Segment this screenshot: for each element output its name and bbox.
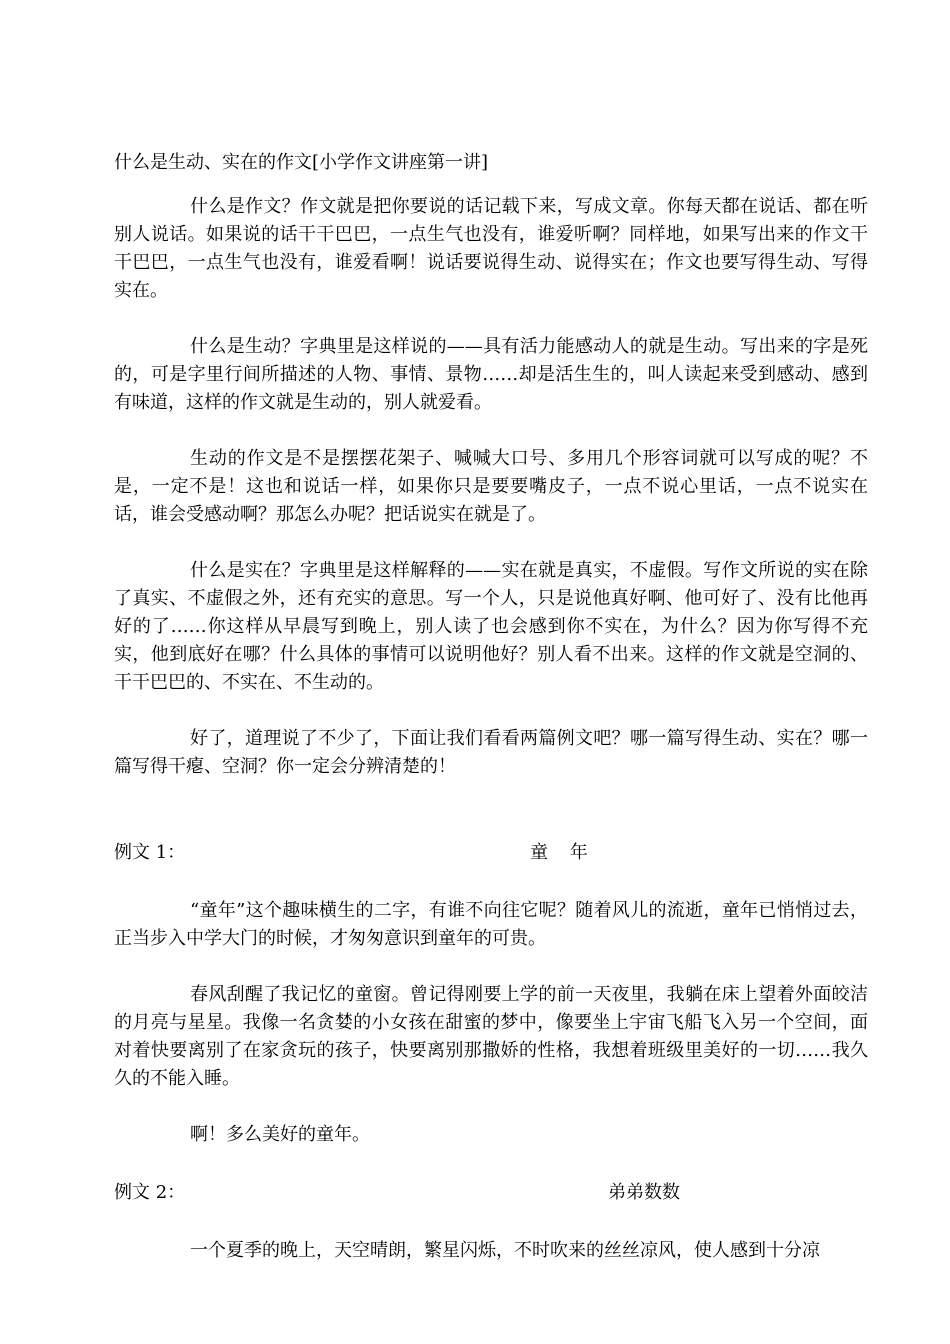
example-1-label: 例文 1：: [114, 842, 186, 863]
example-2-label: 例文 2：: [114, 1182, 186, 1203]
example-1-paragraph-2: 春风刮醒了我记忆的童窗。曾记得刚要上学的前一天夜里，我躺在床上望着外面皎洁的月亮与星星。我像一名贪婪的小女孩在甜蜜的梦中，像要坐上宇宙飞船飞入另一个空间，面对着快要离别了在家贪玩的孩子，快要离别那撒娇的性格，我想着班级里美好的一切……我久久的不能入睡。: [114, 984, 868, 1089]
example-1-paragraph-3: 啊！多么美好的童年。: [190, 1124, 370, 1145]
document-title: 什么是生动、实在的作文[小学作文讲座第一讲]: [114, 152, 489, 173]
intro-paragraph-2: 什么是生动？字典里是这样说的——具有活力能感动人的就是生动。写出来的字是死的，可是字里行间所描述的人物、事情、景物……却是活生生的，叫人读起来受到感动、感到有味道，这样的作文就是生动的，别人就爱看。: [114, 336, 868, 413]
intro-paragraph-4: 什么是实在？字典里是这样解释的——实在就是真实，不虚假。写作文所说的实在除了真实、不虚假之外，还有充实的意思。写一个人，只是说他真好啊、他可好了、没有比他再好的了……你这样从早晨写到晚上，别人读了也会感到你不实在，为什么？因为你写得不充实，他到底好在哪？什么具体的事情可以说明他好？别人看不出来。这样的作文就是空洞的、干干巴巴的、不实在、不生动的。: [114, 560, 868, 693]
example-2-title: 弟弟数数: [608, 1182, 680, 1203]
example-2-header: [114, 1179, 868, 1207]
document-page: [114, 149, 868, 1293]
example-1-header: [114, 839, 868, 867]
intro-paragraph-1: 什么是作文？作文就是把你要说的话记载下来，写成文章。你每天都在说话、都在听别人说话。如果说的话干干巴巴，一点生气也没有，谁爱听啊？同样地，如果写出来的作文干干巴巴，一点生气也没有，谁爱看啊！说话要说得生动、说得实在；作文也要写得生动、写得实在。: [114, 196, 868, 301]
example-2-paragraph-1: 一个夏季的晚上，天空晴朗，繁星闪烁，不时吹来的丝丝凉风，使人感到十分凉: [190, 1240, 820, 1261]
intro-paragraph-3: 生动的作文是不是摆摆花架子、喊喊大口号、多用几个形容词就可以写成的呢？不是，一定不是！这也和说话一样，如果你只是要要嘴皮子，一点不说心里话，一点不说实在话，谁会受感动啊？那怎么办呢？把话说实在就是了。: [114, 448, 868, 525]
intro-paragraph-5: 好了，道理说了不少了，下面让我们看看两篇例文吧？哪一篇写得生动、实在？哪一篇写得干瘪、空洞？你一定会分辨清楚的！: [114, 728, 868, 777]
example-1-title: 童 年: [530, 842, 596, 863]
example-1-paragraph-1: “童年”这个趣味横生的二字，有谁不向往它呢？随着风儿的流逝，童年已悄悄过去，正当步入中学大门的时候，才匆匆意识到童年的可贵。: [114, 900, 868, 949]
